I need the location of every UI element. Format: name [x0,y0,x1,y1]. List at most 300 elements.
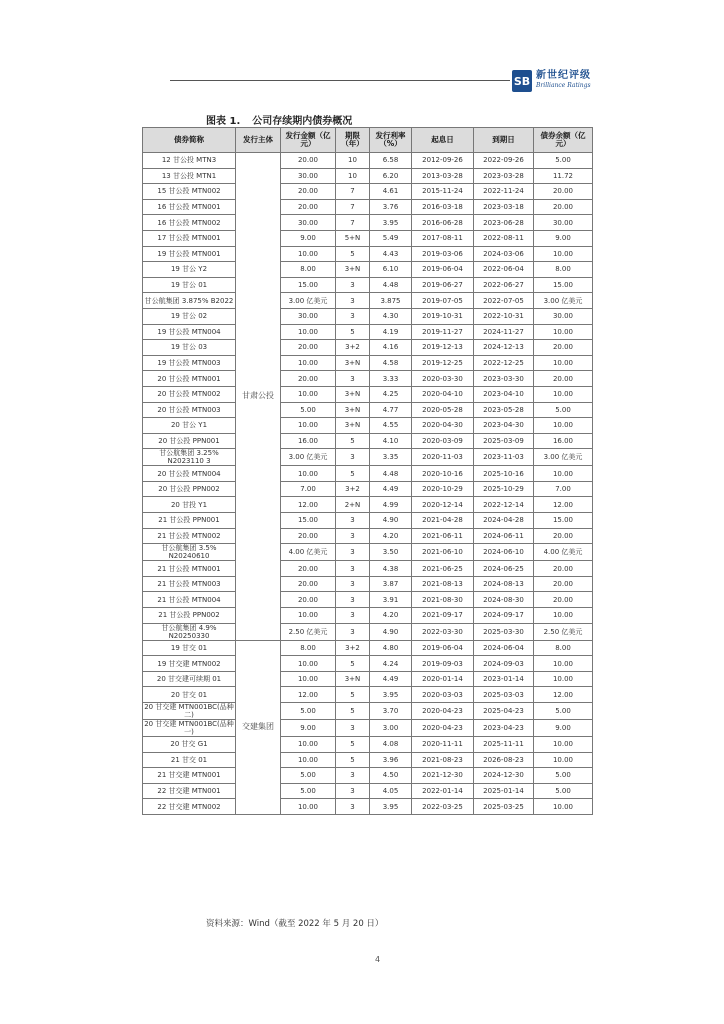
start-date-cell: 2021-09-17 [412,608,474,624]
rate-cell: 3.76 [370,199,412,215]
rate-cell: 3.00 [370,720,412,737]
table-row [143,418,593,434]
amount-cell: 10.00 [281,799,336,815]
amount-cell: 10.00 [281,737,336,753]
maturity-date-cell: 2024-09-03 [474,656,534,672]
rate-cell: 4.20 [370,528,412,544]
maturity-date-cell: 2024-06-11 [474,528,534,544]
table-row [143,324,593,340]
bond-name-cell: 19 甘公 03 [143,340,236,356]
term-cell: 5 [336,246,370,262]
table-row [143,608,593,624]
amount-cell: 30.00 [281,215,336,231]
balance-cell: 5.00 [534,153,593,169]
rate-cell: 4.50 [370,768,412,784]
maturity-date-cell: 2024-12-30 [474,768,534,784]
term-cell: 3 [336,720,370,737]
rate-cell: 4.48 [370,277,412,293]
logo-text [536,70,591,90]
table-row [143,230,593,246]
table-row [143,168,593,184]
table-row [143,308,593,324]
start-date-cell: 2020-03-03 [412,687,474,703]
start-date-cell: 2021-08-30 [412,592,474,608]
table-row [143,544,593,561]
amount-cell: 20.00 [281,528,336,544]
term-cell: 3 [336,371,370,387]
table-row [143,783,593,799]
table-row [143,466,593,482]
bond-name-cell: 21 甘交 01 [143,752,236,768]
bond-name-cell: 21 甘公投 MTN004 [143,592,236,608]
maturity-date-cell: 2024-11-27 [474,324,534,340]
bond-name-cell: 20 甘公投 MTN002 [143,386,236,402]
start-date-cell: 2020-11-11 [412,737,474,753]
term-cell: 3+2 [336,640,370,656]
bond-name-cell: 19 甘公 Y2 [143,262,236,278]
term-cell: 5 [336,737,370,753]
maturity-date-cell: 2022-07-05 [474,293,534,309]
start-date-cell: 2017-08-11 [412,230,474,246]
caption-title: 公司存续期内债券概况 [252,116,353,127]
term-cell: 5 [336,324,370,340]
term-cell: 3 [336,277,370,293]
maturity-date-cell: 2025-11-11 [474,737,534,753]
term-cell: 3 [336,768,370,784]
term-cell: 3+N [336,671,370,687]
bond-name-cell: 20 甘交 01 [143,687,236,703]
balance-cell: 20.00 [534,561,593,577]
rate-cell: 4.99 [370,497,412,513]
term-cell: 10 [336,153,370,169]
maturity-date-cell: 2024-06-25 [474,561,534,577]
amount-cell: 5.00 [281,768,336,784]
amount-cell: 10.00 [281,656,336,672]
maturity-date-cell: 2024-12-13 [474,340,534,356]
balance-cell: 20.00 [534,340,593,356]
balance-cell: 10.00 [534,671,593,687]
rate-cell: 4.43 [370,246,412,262]
start-date-cell: 2020-03-30 [412,371,474,387]
balance-cell: 20.00 [534,371,593,387]
maturity-date-cell: 2022-11-24 [474,184,534,200]
bond-name-cell: 21 甘公投 PPN001 [143,513,236,529]
maturity-date-cell: 2024-08-13 [474,576,534,592]
amount-cell: 10.00 [281,466,336,482]
start-date-cell: 2019-10-31 [412,308,474,324]
table-row [143,576,593,592]
bond-name-cell: 20 甘交 G1 [143,737,236,753]
table-row [143,386,593,402]
rate-cell: 4.08 [370,737,412,753]
start-date-cell: 2016-06-28 [412,215,474,231]
start-date-cell: 2021-06-10 [412,544,474,561]
page-number: 4 [375,955,381,964]
term-cell: 3 [336,783,370,799]
logo-cn-text: 新世纪评级 [536,70,591,81]
bond-name-cell: 甘公航集团 4.9% N20250330 [143,623,236,640]
term-cell: 3 [336,576,370,592]
bond-name-cell: 20 甘公投 PPN001 [143,433,236,449]
maturity-date-cell: 2022-10-31 [474,308,534,324]
maturity-date-cell: 2023-03-28 [474,168,534,184]
term-cell: 5 [336,433,370,449]
maturity-date-cell: 2025-01-14 [474,783,534,799]
table-row [143,215,593,231]
term-cell: 3 [336,623,370,640]
balance-cell: 5.00 [534,783,593,799]
bond-name-cell: 13 甘公投 MTN1 [143,168,236,184]
table-row [143,199,593,215]
bond-name-cell: 21 甘公投 MTN002 [143,528,236,544]
bond-name-cell: 19 甘公投 MTN001 [143,246,236,262]
bond-name-cell: 21 甘交建 MTN001 [143,768,236,784]
rate-cell: 4.48 [370,466,412,482]
rate-cell: 3.95 [370,215,412,231]
col-header: 到期日 [474,128,534,153]
maturity-date-cell: 2024-04-28 [474,513,534,529]
start-date-cell: 2019-09-03 [412,656,474,672]
start-date-cell: 2019-06-04 [412,262,474,278]
start-date-cell: 2021-04-28 [412,513,474,529]
bond-name-cell: 22 甘交建 MTN002 [143,799,236,815]
maturity-date-cell: 2023-03-18 [474,199,534,215]
term-cell: 3+N [336,355,370,371]
term-cell: 3+2 [336,340,370,356]
balance-cell: 12.00 [534,687,593,703]
table-row [143,752,593,768]
balance-cell: 10.00 [534,466,593,482]
amount-cell: 12.00 [281,687,336,703]
rate-cell: 4.55 [370,418,412,434]
start-date-cell: 2020-03-09 [412,433,474,449]
balance-cell: 8.00 [534,640,593,656]
maturity-date-cell: 2025-10-16 [474,466,534,482]
start-date-cell: 2020-04-30 [412,418,474,434]
amount-cell: 20.00 [281,184,336,200]
start-date-cell: 2019-06-04 [412,640,474,656]
rate-cell: 3.875 [370,293,412,309]
rate-cell: 4.77 [370,402,412,418]
start-date-cell: 2022-01-14 [412,783,474,799]
start-date-cell: 2019-12-13 [412,340,474,356]
bond-name-cell: 20 甘公投 MTN003 [143,402,236,418]
rate-cell: 4.30 [370,308,412,324]
term-cell: 3+N [336,418,370,434]
table-row [143,671,593,687]
amount-cell: 20.00 [281,561,336,577]
col-header: 发行利率（%） [370,128,412,153]
rate-cell: 4.05 [370,783,412,799]
bond-name-cell: 20 甘公投 MTN001 [143,371,236,387]
maturity-date-cell: 2023-06-28 [474,215,534,231]
bond-name-cell: 20 甘公投 PPN002 [143,481,236,497]
bond-name-cell: 20 甘交建 MTN001BC(品种一) [144,720,234,736]
start-date-cell: 2020-04-10 [412,386,474,402]
rate-cell: 4.25 [370,386,412,402]
term-cell: 5 [336,687,370,703]
col-header: 发行主体 [236,128,281,153]
logo-mark-icon: SB [512,70,532,92]
start-date-cell: 2021-06-25 [412,561,474,577]
table-row [143,592,593,608]
bond-name-cell: 19 甘交 01 [143,640,236,656]
issuer-cell: 交建集团 [236,640,281,814]
balance-cell: 5.00 [534,703,593,720]
amount-cell: 15.00 [281,513,336,529]
amount-cell: 7.00 [281,481,336,497]
bond-name-cell: 甘公航集团 3.25% N2023110 3 [143,449,236,466]
brand-logo [512,70,591,92]
balance-cell: 20.00 [534,528,593,544]
term-cell: 3 [336,449,370,466]
table-row [143,768,593,784]
amount-cell: 30.00 [281,308,336,324]
start-date-cell: 2013-03-28 [412,168,474,184]
start-date-cell: 2019-12-25 [412,355,474,371]
bond-name-cell: 21 甘公投 PPN002 [143,608,236,624]
start-date-cell: 2019-03-06 [412,246,474,262]
rate-cell: 6.20 [370,168,412,184]
amount-cell: 9.00 [281,230,336,246]
amount-cell: 2.50 亿美元 [281,623,336,640]
start-date-cell: 2022-03-25 [412,799,474,815]
maturity-date-cell: 2022-06-04 [474,262,534,278]
balance-cell: 10.00 [534,418,593,434]
bond-name-cell: 20 甘投 Y1 [143,497,236,513]
amount-cell: 5.00 [281,703,336,720]
maturity-date-cell: 2025-03-25 [474,799,534,815]
rate-cell: 4.24 [370,656,412,672]
source-note: 资料来源：Wind（截至 2022 年 5 月 20 日） [206,919,384,929]
term-cell: 3 [336,799,370,815]
balance-cell: 2.50 亿美元 [534,623,593,640]
rate-cell: 4.38 [370,561,412,577]
amount-cell: 8.00 [281,640,336,656]
table-row [143,640,593,656]
rate-cell: 4.20 [370,608,412,624]
bond-name-cell: 17 甘公投 MTN001 [143,230,236,246]
balance-cell: 20.00 [534,199,593,215]
start-date-cell: 2020-04-23 [412,720,474,737]
balance-cell: 10.00 [534,355,593,371]
amount-cell: 9.00 [281,720,336,737]
amount-cell: 5.00 [281,783,336,799]
balance-cell: 5.00 [534,768,593,784]
maturity-date-cell: 2023-03-30 [474,371,534,387]
bond-name-cell: 19 甘交建 MTN002 [143,656,236,672]
bond-name-cell: 19 甘公投 MTN003 [143,355,236,371]
maturity-date-cell: 2025-04-23 [474,703,534,720]
rate-cell: 3.70 [370,703,412,720]
maturity-date-cell: 2023-05-28 [474,402,534,418]
balance-cell: 10.00 [534,799,593,815]
col-header: 起息日 [412,128,474,153]
amount-cell: 15.00 [281,277,336,293]
table-row [143,371,593,387]
rate-cell: 6.10 [370,262,412,278]
caption-label: 图表 1. [206,116,241,127]
table-caption [206,112,352,127]
term-cell: 5 [336,752,370,768]
maturity-date-cell: 2023-11-03 [474,449,534,466]
amount-cell: 10.00 [281,418,336,434]
rate-cell: 3.87 [370,576,412,592]
term-cell: 3 [336,608,370,624]
amount-cell: 10.00 [281,608,336,624]
table-row [143,340,593,356]
bond-name-cell: 16 甘公投 MTN002 [143,215,236,231]
rate-cell: 4.58 [370,355,412,371]
start-date-cell: 2020-11-03 [412,449,474,466]
balance-cell: 10.00 [534,737,593,753]
term-cell: 5 [336,656,370,672]
start-date-cell: 2021-12-30 [412,768,474,784]
term-cell: 3 [336,544,370,561]
start-date-cell: 2020-01-14 [412,671,474,687]
balance-cell: 10.00 [534,386,593,402]
amount-cell: 20.00 [281,576,336,592]
bond-name-cell: 15 甘公投 MTN002 [143,184,236,200]
bond-name-cell: 20 甘交建 MTN001BC(品种二) [144,703,234,719]
maturity-date-cell: 2022-12-25 [474,355,534,371]
maturity-date-cell: 2024-09-17 [474,608,534,624]
term-cell: 5+N [336,230,370,246]
rate-cell: 3.95 [370,687,412,703]
balance-cell: 12.00 [534,497,593,513]
table-row [143,153,593,169]
bond-name-cell: 甘公航集团 3.5% N20240610 [143,544,236,561]
balance-cell: 3.00 亿美元 [534,293,593,309]
start-date-cell: 2022-03-30 [412,623,474,640]
start-date-cell: 2020-05-28 [412,402,474,418]
table-row [143,737,593,753]
term-cell: 10 [336,168,370,184]
start-date-cell: 2021-06-11 [412,528,474,544]
bond-name-cell: 16 甘公投 MTN001 [143,199,236,215]
maturity-date-cell: 2024-06-04 [474,640,534,656]
maturity-date-cell: 2023-04-23 [474,720,534,737]
header-rule [170,80,510,81]
maturity-date-cell: 2023-04-10 [474,386,534,402]
balance-cell: 7.00 [534,481,593,497]
bond-name-cell: 20 甘公 Y1 [143,418,236,434]
balance-cell: 10.00 [534,656,593,672]
rate-cell: 4.61 [370,184,412,200]
rate-cell: 4.16 [370,340,412,356]
table-row [143,184,593,200]
table-row [143,703,593,720]
rate-cell: 4.19 [370,324,412,340]
bond-name-cell: 21 甘公投 MTN003 [143,576,236,592]
start-date-cell: 2021-08-23 [412,752,474,768]
amount-cell: 20.00 [281,340,336,356]
issuer-cell: 甘肃公投 [236,153,281,641]
col-header: 发行金额（亿元） [281,128,336,153]
col-header: 期限（年） [336,128,370,153]
balance-cell: 3.00 亿美元 [534,449,593,466]
bond-name-cell: 19 甘公 01 [143,277,236,293]
start-date-cell: 2021-08-13 [412,576,474,592]
balance-cell: 16.00 [534,433,593,449]
amount-cell: 20.00 [281,153,336,169]
balance-cell: 10.00 [534,608,593,624]
amount-cell: 4.00 亿美元 [281,544,336,561]
term-cell: 3 [336,528,370,544]
maturity-date-cell: 2024-08-30 [474,592,534,608]
rate-cell: 3.96 [370,752,412,768]
maturity-date-cell: 2025-03-09 [474,433,534,449]
amount-cell: 16.00 [281,433,336,449]
balance-cell: 9.00 [534,230,593,246]
balance-cell: 30.00 [534,215,593,231]
term-cell: 5 [336,703,370,720]
table-row [143,799,593,815]
term-cell: 3 [336,513,370,529]
bond-name-cell: 21 甘公投 MTN001 [143,561,236,577]
table-row [143,561,593,577]
amount-cell: 20.00 [281,371,336,387]
balance-cell: 5.00 [534,402,593,418]
amount-cell: 10.00 [281,355,336,371]
balance-cell: 20.00 [534,576,593,592]
amount-cell: 3.00 亿美元 [281,449,336,466]
term-cell: 7 [336,184,370,200]
table-header [143,128,593,153]
table-row [143,481,593,497]
term-cell: 3+N [336,402,370,418]
bond-name-cell: 20 甘交建可续期 01 [143,671,236,687]
table-row [143,513,593,529]
logo-en-text: Brilliance Ratings [536,82,591,89]
table-row [143,623,593,640]
start-date-cell: 2020-04-23 [412,703,474,720]
balance-cell: 30.00 [534,308,593,324]
table-row [143,449,593,466]
term-cell: 3+2 [336,481,370,497]
table-row [143,246,593,262]
balance-cell: 20.00 [534,592,593,608]
rate-cell: 3.91 [370,592,412,608]
table-body [143,153,593,815]
term-cell: 2+N [336,497,370,513]
table-row [143,528,593,544]
amount-cell: 10.00 [281,752,336,768]
term-cell: 3 [336,308,370,324]
maturity-date-cell: 2025-03-03 [474,687,534,703]
start-date-cell: 2019-11-27 [412,324,474,340]
rate-cell: 3.35 [370,449,412,466]
balance-cell: 20.00 [534,184,593,200]
bond-name-cell: 19 甘公 02 [143,308,236,324]
table-row [143,687,593,703]
bond-name-cell: 甘公航集团 3.875% B2022 [143,293,236,309]
amount-cell: 20.00 [281,199,336,215]
table-row [143,293,593,309]
table-row [143,497,593,513]
term-cell: 3 [336,293,370,309]
bond-table [142,127,593,815]
start-date-cell: 2020-10-16 [412,466,474,482]
table-row [143,433,593,449]
start-date-cell: 2019-07-05 [412,293,474,309]
maturity-date-cell: 2022-12-14 [474,497,534,513]
table-row [143,402,593,418]
balance-cell: 10.00 [534,246,593,262]
balance-cell: 15.00 [534,513,593,529]
maturity-date-cell: 2026-08-23 [474,752,534,768]
table-row [143,262,593,278]
